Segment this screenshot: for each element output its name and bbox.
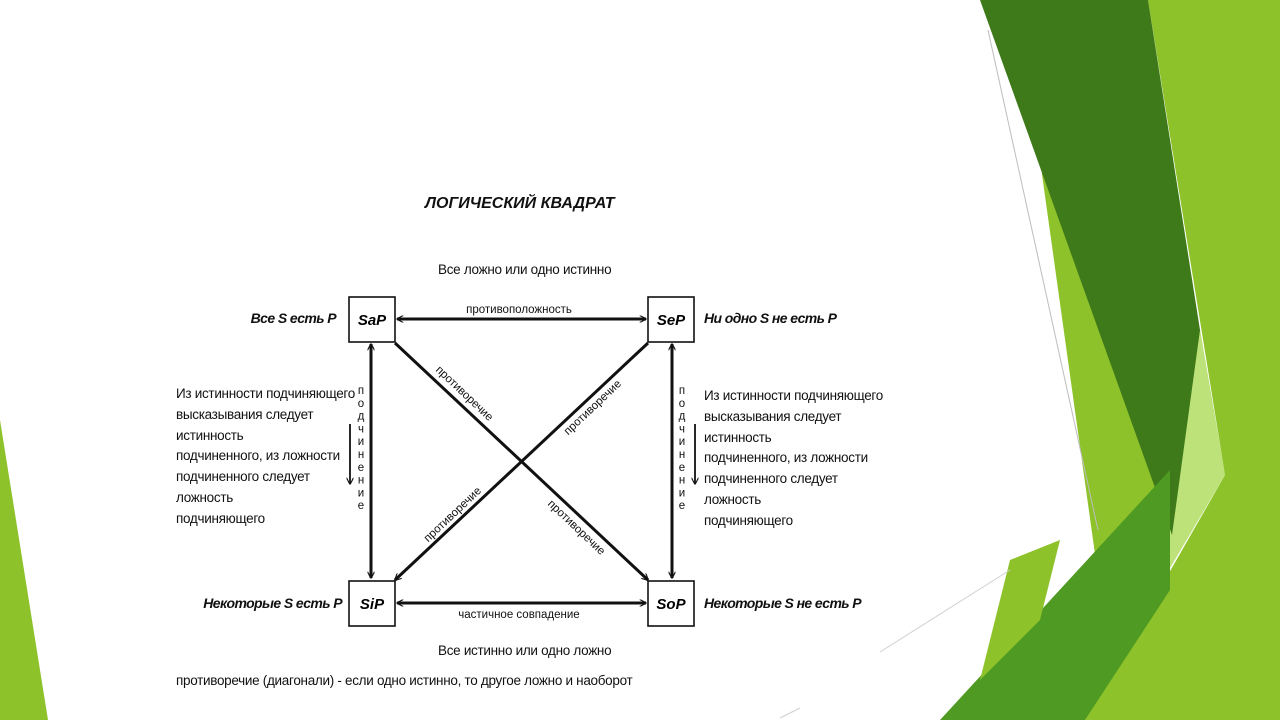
edge-bottom-label: частичное совпадение — [458, 609, 580, 621]
vertical-label-right — [679, 385, 686, 512]
node-sap-code: SaP — [357, 312, 387, 329]
diagonal-label-top-left: противоречие — [433, 363, 496, 424]
top-condition: Все ложно или одно истинно — [438, 262, 612, 277]
para-line: Из истинности подчиняющего — [704, 388, 883, 403]
para-line: высказывания следует — [176, 406, 314, 422]
para-line: истинность — [176, 427, 244, 443]
para-line: подчиняющего — [176, 510, 265, 526]
para-line: подчиненного следует — [704, 471, 838, 487]
node-sip-code: SiP — [359, 596, 385, 613]
diagonal-label-top-right: противоречие — [561, 377, 624, 438]
para-line: ложность — [704, 491, 761, 507]
subordination-text-left — [176, 384, 376, 530]
para-line: подчиненного, из ложности — [176, 448, 340, 464]
para-line: истинность — [704, 429, 772, 445]
diagram-title: ЛОГИЧЕСКИЙ КВАДРАТ — [425, 195, 615, 212]
subordination-text-right — [704, 386, 904, 532]
label-sop: Некоторые S не есть P — [704, 595, 862, 611]
edge-top-label: противоположность — [466, 304, 572, 316]
vertical-subordination-label: п о д ч и н е н и е — [678, 385, 686, 513]
node-sop-code: SoP — [656, 596, 686, 613]
vertical-subordination-label: п о д ч и н е н и е — [357, 385, 365, 513]
para-line: подчиняющего — [704, 512, 793, 528]
footer-note: противоречие (диагонали) - если одно истинно, то другое ложно и наоборот — [176, 673, 633, 688]
label-sep: Ни одно S не есть P — [704, 310, 837, 326]
label-sip: Некоторые S есть P — [203, 595, 342, 611]
para-line: подчиненного следует — [176, 469, 310, 485]
diagonal-label-bottom-right: противоречие — [545, 497, 608, 558]
para-line: Из истинности подчиняющего — [176, 386, 355, 401]
label-sap: Все S есть P — [250, 310, 336, 326]
diagonal-label-bottom-left: противоречие — [421, 484, 484, 545]
para-line: подчиненного, из ложности — [704, 450, 868, 466]
node-sep-code: SeP — [656, 312, 686, 329]
para-line: высказывания следует — [704, 408, 842, 424]
bottom-condition: Все истинно или одно ложно — [438, 643, 612, 658]
para-line: ложность — [176, 489, 233, 505]
